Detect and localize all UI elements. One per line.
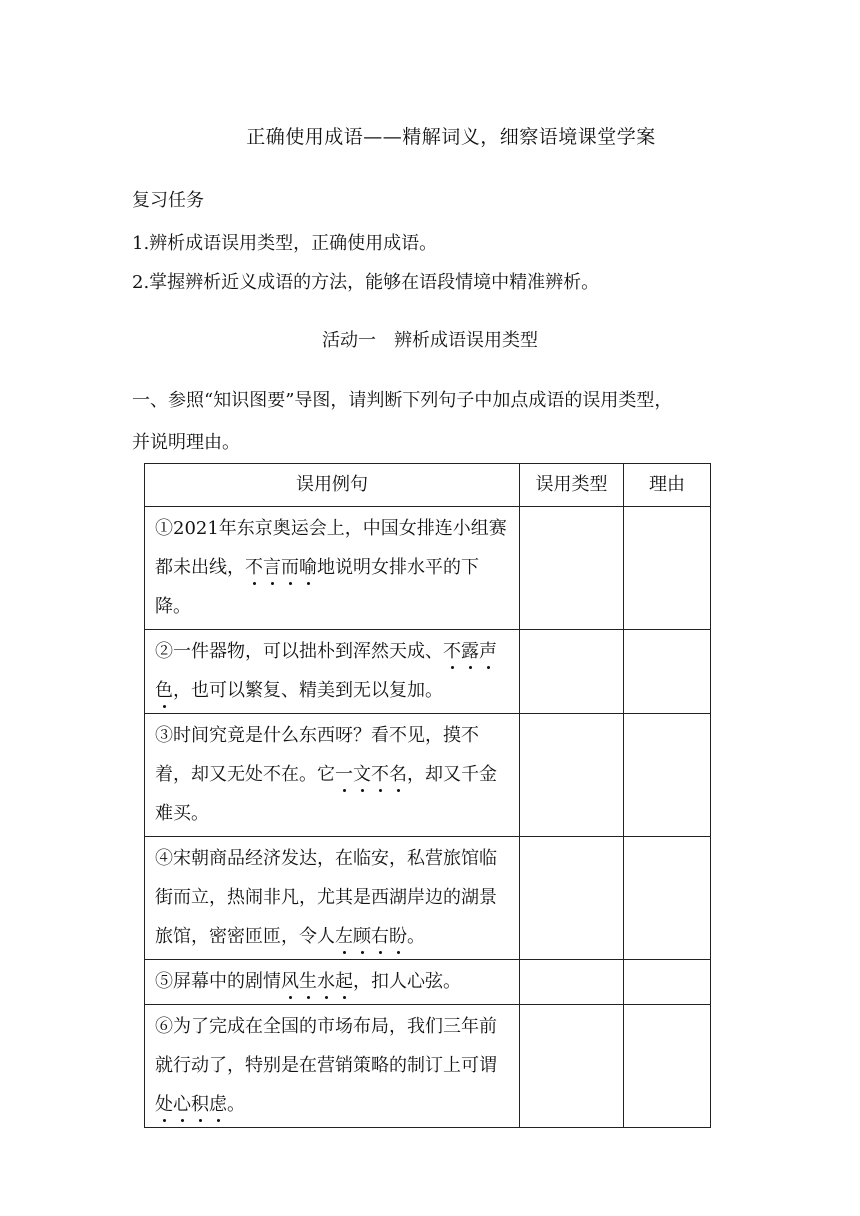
dotted-char: 处 (155, 1085, 173, 1124)
dotted-char: 声 (479, 632, 497, 671)
dotted-idiom (335, 764, 407, 785)
reason-answer-cell[interactable] (624, 960, 711, 1005)
example-cell: ①2021年东京奥运会上，中国女排连小组赛都未出线，不言而喻地说明女排水平的下降。 (145, 507, 520, 630)
dotted-char: 左 (335, 917, 353, 956)
dotted-char: 风 (281, 962, 299, 1001)
example-cell: ②一件器物，可以拙朴到浑然天成、不露声色，也可以繁复、精美到无以复加。 (145, 630, 520, 714)
dotted-char: 而 (281, 548, 299, 587)
type-answer-cell[interactable] (520, 837, 624, 960)
table-header-row (145, 464, 711, 507)
dotted-char: 右 (371, 917, 389, 956)
question-line-2: 并说明理由。 (132, 432, 240, 453)
example-cell: ③时间究竟是什么东西呀？看不见，摸不着，却又无处不在。它一文不名，却又千金难买。 (145, 714, 520, 837)
question-line-1: 一、参照“知识图要”导图，请判断下列句子中加点成语的误用类型， (132, 390, 673, 411)
dotted-char: 心 (173, 1085, 191, 1124)
reason-answer-cell[interactable] (624, 507, 711, 630)
dotted-char: 名 (389, 755, 407, 794)
dotted-char: 生 (299, 962, 317, 1001)
table-row (145, 960, 711, 1005)
dotted-char: 不 (245, 548, 263, 587)
table-row (145, 507, 711, 630)
table-row (145, 714, 711, 837)
error-type-table (144, 463, 711, 1128)
dotted-char: 盼 (389, 917, 407, 956)
type-answer-cell[interactable] (520, 630, 624, 714)
dotted-idiom (335, 926, 407, 947)
dotted-idiom (245, 557, 317, 578)
example-cell: ⑤屏幕中的剧情风生水起，扣人心弦。 (145, 960, 520, 1005)
header-type: 误用类型 (520, 464, 624, 507)
type-answer-cell[interactable] (520, 960, 624, 1005)
type-answer-cell[interactable] (520, 507, 624, 630)
reason-answer-cell[interactable] (624, 630, 711, 714)
dotted-char: 顾 (353, 917, 371, 956)
dotted-char: 一 (335, 755, 353, 794)
dotted-char: 言 (263, 548, 281, 587)
dotted-char: 积 (191, 1085, 209, 1124)
dotted-char: 虑 (209, 1085, 227, 1124)
example-cell: ④宋朝商品经济发达，在临安，私营旅馆临街而立，热闹非凡，尤其是西湖岸边的湖景旅馆，密密匝匝，令人左顾右盼。 (145, 837, 520, 960)
header-example: 误用例句 (145, 464, 520, 507)
table-row (145, 630, 711, 714)
task-2: 2.掌握辨析近义成语的方法，能够在语段情境中精准辨析。 (132, 272, 600, 293)
dotted-char: 不 (371, 755, 389, 794)
reason-answer-cell[interactable] (624, 714, 711, 837)
review-heading: 复习任务 (132, 190, 204, 211)
type-answer-cell[interactable] (520, 1005, 624, 1128)
dotted-char: 露 (461, 632, 479, 671)
dotted-char: 水 (317, 962, 335, 1001)
dotted-char: 文 (353, 755, 371, 794)
dotted-char: 不 (443, 632, 461, 671)
task-1: 1.辨析成语误用类型，正确使用成语。 (132, 233, 438, 254)
dotted-char: 喻 (299, 548, 317, 587)
reason-answer-cell[interactable] (624, 1005, 711, 1128)
header-reason: 理由 (624, 464, 711, 507)
activity-title: 活动一 辨析成语误用类型 (322, 330, 538, 351)
page-title: 正确使用成语——精解词义，细察语境课堂学案 (246, 126, 656, 148)
dotted-char: 色 (155, 671, 173, 710)
type-answer-cell[interactable] (520, 714, 624, 837)
dotted-idiom (281, 971, 353, 992)
reason-answer-cell[interactable] (624, 837, 711, 960)
table-row (145, 837, 711, 960)
table-row (145, 1005, 711, 1128)
dotted-idiom (155, 1094, 227, 1115)
example-cell: ⑥为了完成在全国的市场布局，我们三年前就行动了，特别是在营销策略的制订上可谓处心积虑。 (145, 1005, 520, 1128)
dotted-char: 起 (335, 962, 353, 1001)
